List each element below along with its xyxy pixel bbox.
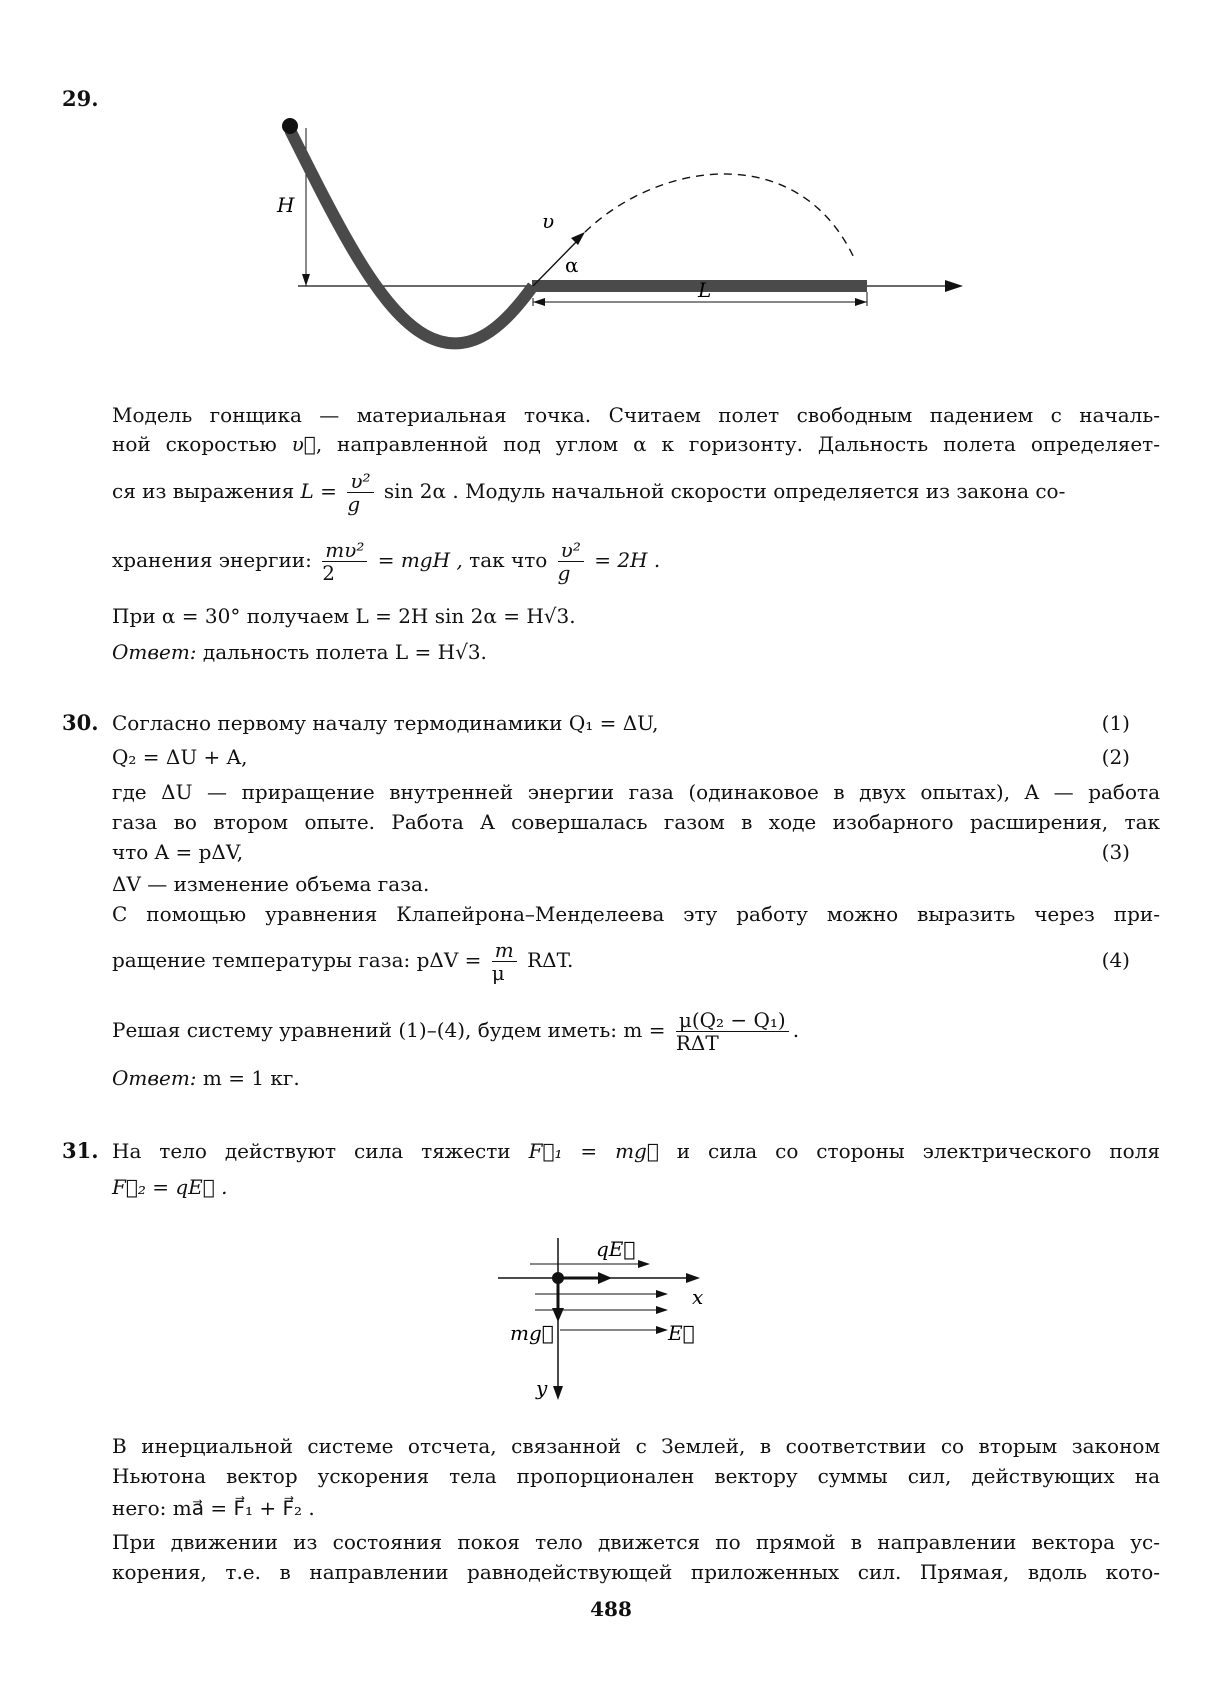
p30-line-3: где ΔU — приращение внутренней энергии газа (одинаковое в двух опытах), A — работа [112,780,1160,804]
eq-number-4: (4) [1101,948,1130,972]
racer-point [282,118,298,134]
p30-line-4: газа во втором опыте. Работа A совершалась газом в ходе изобарного расширения, так [112,810,1160,834]
label-mg: mg⃗ [510,1321,554,1345]
field-arrow-icon [656,1326,668,1334]
distance-left-arrow-icon [533,298,545,306]
eq-number-3: (3) [1101,840,1130,864]
force-qe-arrow-icon [598,1272,612,1284]
problem-29-number: 29. [62,86,99,111]
label-x: x [692,1285,704,1309]
p29-answer: Ответ: дальность полета L = H√3. [112,640,487,664]
p30-line-1: Согласно первому началу термодинамики Q₁ = ΔU, [112,711,659,735]
label-alpha: α [565,253,579,277]
eq-number-2: (2) [1101,745,1130,769]
label-y: y [536,1376,548,1400]
p30-line-7: С помощью уравнения Клапейрона–Менделеева эту работу можно выразить через при- [112,902,1160,926]
force-mg-arrow-icon [552,1308,564,1322]
x-axis-arrow-icon [686,1273,700,1283]
label-e: E⃗ [668,1321,695,1345]
p30-line-6: ΔV — изменение объема газа. [112,872,430,896]
problem-30-number: 30. [62,710,99,735]
charged-body [552,1272,564,1284]
flight-trajectory [585,174,855,260]
p31-line-2: F⃗₂ = qE⃗ . [112,1175,228,1199]
label-h: H [277,193,295,217]
field-arrow-icon [638,1260,650,1268]
p31-line-5: него: ma⃗ = F⃗₁ + F⃗₂ . [112,1496,315,1520]
axis-arrow-icon [945,280,963,292]
p30-line-8: ращение температуры газа: pΔV = $\frac{m}{\mu}$ RΔT. [112,938,574,985]
p31-line-6: При движении из состояния покоя тело движется по прямой в направлении вектора ус- [112,1530,1160,1554]
p29-line-5: При α = 30° получаем L = 2H sin 2α = H√3. [112,604,576,628]
p30-line-5: что A = pΔV, [112,840,244,864]
p31-line-7: корения, т.е. в направлении равнодействующей приложенных сил. Прямая, вдоль кото- [112,1560,1160,1584]
distance-right-arrow-icon [855,298,867,306]
field-arrow-icon [656,1290,668,1298]
p31-line-3: В инерциальной системе отсчета, связанной с Землей, в соответствии со вторым законом [112,1434,1160,1458]
p30-line-2: Q₂ = ΔU + A, [112,745,248,769]
ramp-track [290,130,533,343]
problem-31-figure [490,1230,730,1405]
height-arrow-icon [302,274,310,286]
y-axis-arrow-icon [553,1386,563,1400]
field-arrow-icon [656,1306,668,1314]
p30-line-9: Решая систему уравнений (1)–(4), будем иметь: m = $\frac{\text{μ(Q₂ − Q₁)}}{\text{RΔT}}$ . [112,1008,800,1055]
p31-line-4: Ньютона вектор ускорения тела пропорционален вектору суммы сил, действующих на [112,1464,1160,1488]
problem-29-figure [277,110,980,360]
p29-line-1: Модель гонщика — материальная точка. Считаем полет свободным падением с началь- [112,403,1160,427]
p30-answer: Ответ: m = 1 кг. [112,1066,300,1090]
p29-line-2: ной скоростью υ⃗, направленной под углом α к горизонту. Дальность полета определяет- [112,432,1161,456]
page-number: 488 [590,1597,632,1621]
label-qe: qE⃗ [596,1237,636,1261]
label-v: υ [542,209,555,233]
p29-line-4: хранения энергии: $\frac{\text{mυ²}}{2}$ = mgH , так что $\frac{\text{υ²}}{g}$ = 2H . [112,538,661,585]
eq-number-1: (1) [1101,711,1130,735]
label-l: L [698,278,712,302]
p31-line-1: На тело действуют сила тяжести F⃗₁ = mg⃗ и сила со стороны электрического поля [112,1139,1161,1163]
velocity-arrow-icon [571,232,585,245]
p29-line-3: ся из выражения L = $\frac{\text{υ²}}{g}$ sin 2α . Модуль начальной скорости определяется из закона со- [112,469,1066,516]
problem-31-number: 31. [62,1138,99,1163]
